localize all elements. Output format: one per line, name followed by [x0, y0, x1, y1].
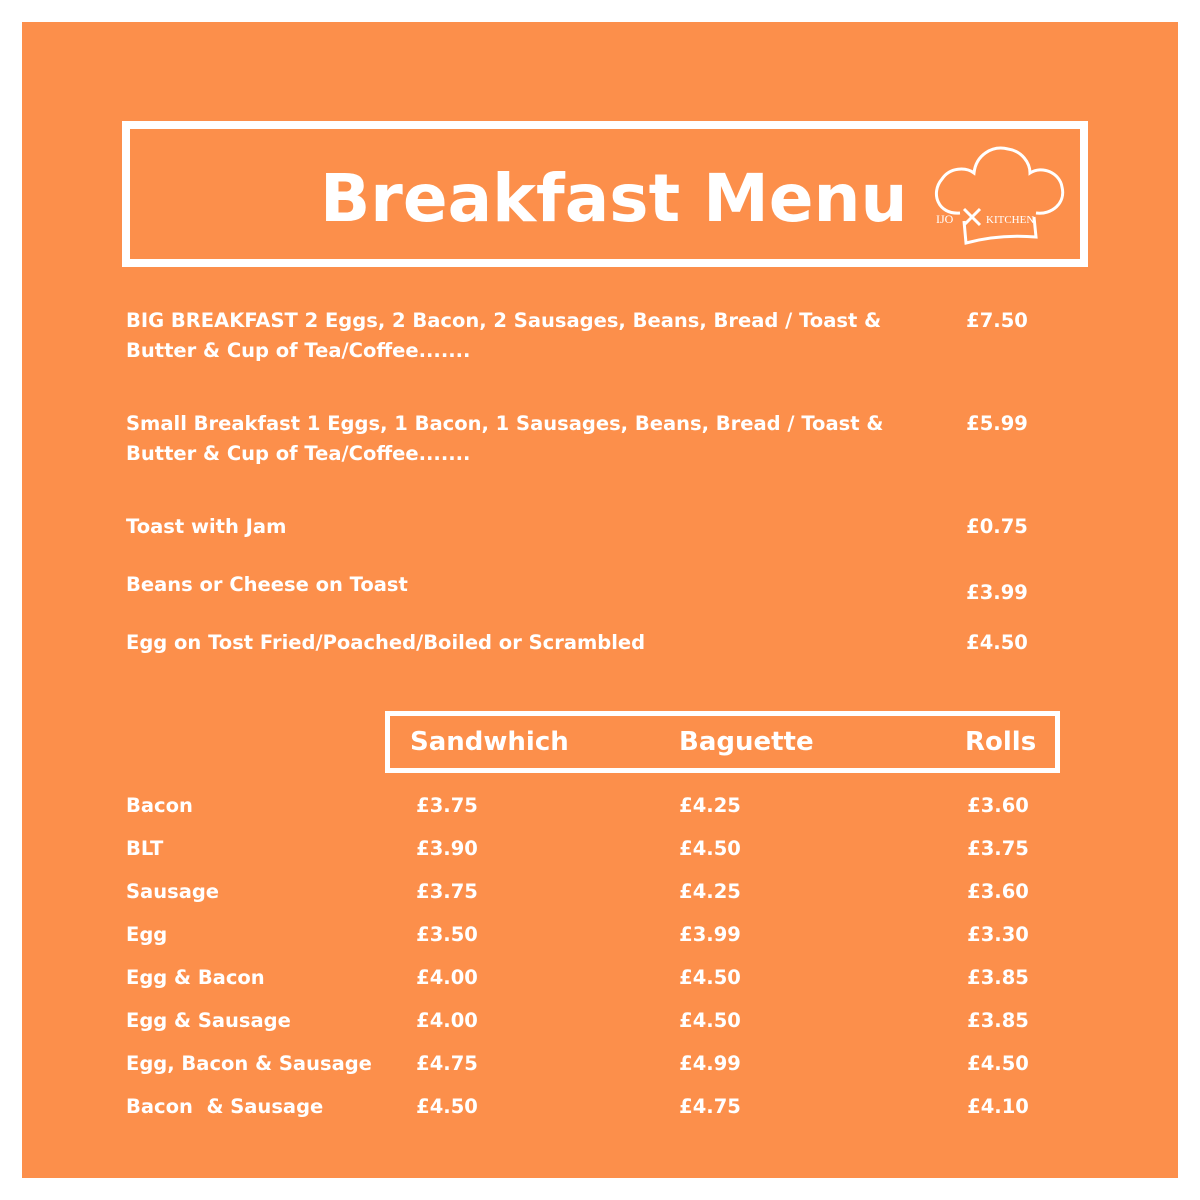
sandwich-price: £4.75: [416, 1052, 478, 1075]
rolls-price: £3.85: [967, 1009, 1029, 1032]
item-name-beans-cheese: Beans or Cheese on Toast: [126, 573, 408, 596]
row-name: Egg, Bacon & Sausage: [126, 1052, 372, 1075]
baguette-price: £4.50: [679, 1009, 741, 1032]
menu-title: Breakfast Menu: [320, 160, 908, 237]
table-row: [22, 877, 1178, 907]
item-price-small-breakfast: £5.99: [966, 412, 1028, 435]
logo-right-text: KITCHEN: [986, 214, 1035, 226]
baguette-price: £4.25: [679, 794, 741, 817]
column-header-box: [385, 711, 1060, 773]
title-frame: [122, 121, 1088, 267]
rolls-price: £3.75: [967, 837, 1029, 860]
baguette-price: £3.99: [679, 923, 741, 946]
baguette-price: £4.75: [679, 1095, 741, 1118]
table-row: [22, 1092, 1178, 1122]
row-name: BLT: [126, 837, 164, 860]
baguette-price: £4.50: [679, 966, 741, 989]
item-price-egg-toast: £4.50: [966, 631, 1028, 654]
sandwich-price: £3.75: [416, 794, 478, 817]
item-price-toast-jam: £0.75: [966, 515, 1028, 538]
sandwich-price: £4.50: [416, 1095, 478, 1118]
sandwich-price: £3.90: [416, 837, 478, 860]
column-header-sandwich: Sandwhich: [410, 727, 569, 757]
table-row: [22, 1049, 1178, 1079]
baguette-price: £4.99: [679, 1052, 741, 1075]
rolls-price: £3.85: [967, 966, 1029, 989]
table-row: [22, 963, 1178, 993]
sandwich-price: £4.00: [416, 1009, 478, 1032]
table-row: [22, 791, 1178, 821]
rolls-price: £4.10: [967, 1095, 1029, 1118]
item-name-small-breakfast: Small Breakfast 1 Eggs, 1 Bacon, 1 Sausages, Beans, Bread / Toast & Butter & Cup of Tea/Coffee.......: [126, 412, 884, 465]
item-price-big-breakfast: £7.50: [966, 309, 1028, 332]
sandwich-price: £3.75: [416, 880, 478, 903]
row-name: Egg: [126, 923, 168, 946]
rolls-price: £4.50: [967, 1052, 1029, 1075]
column-header-rolls: Rolls: [965, 727, 1037, 757]
logo-left-text: IJO: [936, 212, 954, 226]
sandwich-price: £4.00: [416, 966, 478, 989]
item-name-egg-toast: Egg on Tost Fried/Poached/Boiled or Scrambled: [126, 631, 646, 654]
rolls-price: £3.60: [967, 880, 1029, 903]
rolls-price: £3.60: [967, 794, 1029, 817]
item-name-toast-jam: Toast with Jam: [126, 515, 287, 538]
row-name: Bacon & Sausage: [126, 1095, 324, 1118]
row-name: Bacon: [126, 794, 193, 817]
table-row: [22, 834, 1178, 864]
chef-hat-icon: [930, 141, 1068, 251]
item-price-beans-cheese: £3.99: [966, 581, 1028, 604]
row-name: Egg & Bacon: [126, 966, 265, 989]
sandwich-price: £3.50: [416, 923, 478, 946]
table-row: [22, 1006, 1178, 1036]
rolls-price: £3.30: [967, 923, 1029, 946]
column-header-baguette: Baguette: [679, 727, 814, 757]
row-name: Sausage: [126, 880, 220, 903]
item-name-big-breakfast: BIG BREAKFAST 2 Eggs, 2 Bacon, 2 Sausages, Beans, Bread / Toast & Butter & Cup of Tea/Coffee.......: [126, 309, 882, 362]
row-name: Egg & Sausage: [126, 1009, 291, 1032]
table-row: [22, 920, 1178, 950]
baguette-price: £4.25: [679, 880, 741, 903]
menu-panel: [22, 22, 1178, 1178]
baguette-price: £4.50: [679, 837, 741, 860]
